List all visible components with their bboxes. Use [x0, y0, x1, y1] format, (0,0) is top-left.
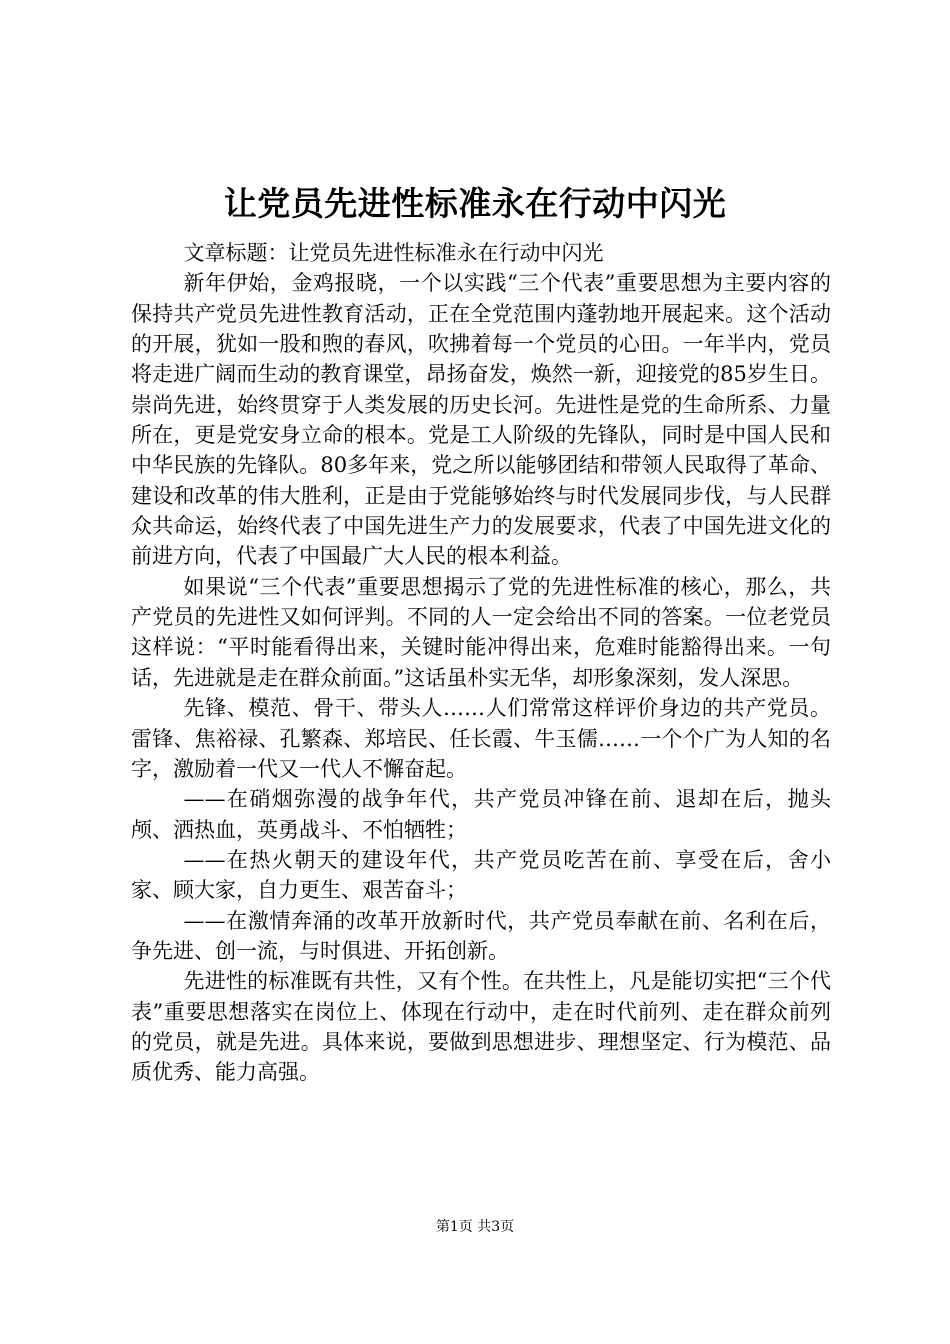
- paragraph-article-heading: 文章标题：让党员先进性标准永在行动中闪光: [183, 241, 604, 265]
- document-body: [131, 238, 831, 1088]
- paragraph-3: 先锋、模范、骨干、带头人……人们常常这样评价身边的共产党员。雷锋、焦裕禄、孔繁森、郑培民、任长霞、牛玉儒……一个个广为人知的名字，激励着一代又一代人不懈奋起。: [131, 696, 831, 781]
- page-footer: 第1页 共3页: [435, 1219, 515, 1235]
- paragraph-2: 如果说“三个代表”重要思想揭示了党的先进性标准的核心，那么，共产党员的先进性又如何评判。不同的人一定会给出不同的答案。一位老党员这样说：“平时能看得出来，关键时能冲得出来，危难时能豁得出来。一句话，先进就是走在群众前面。”这话虽朴实无华，却形象深刻，发人深思。: [131, 574, 831, 690]
- paragraph-6: ——在激情奔涌的改革开放新时代，共产党员奉献在前、名利在后，争先进、创一流，与时俱进、开拓创新。: [131, 908, 831, 963]
- paragraph-7: 先进性的标准既有共性，又有个性。在共性上，凡是能切实把“三个代表”重要思想落实在岗位上、体现在行动中，走在时代前列、走在群众前列的党员，就是先进。具体来说，要做到思想进步、理想坚定、行为模范、品质优秀、能力高强。: [131, 969, 831, 1085]
- paragraph-4: ——在硝烟弥漫的战争年代，共产党员冲锋在前、退却在后，抛头颅、洒热血，英勇战斗、不怕牺牲；: [131, 787, 831, 842]
- paragraph-1: 新年伊始，金鸡报晓，一个以实践“三个代表”重要思想为主要内容的保持共产党员先进性教育活动，正在全党范围内蓬勃地开展起来。这个活动的开展，犹如一股和煦的春风，吹拂着每一个党员的心田。一年半内，党员将走进广阔而生动的教育课堂，昂扬奋发，焕然一新，迎接党的85岁生日。崇尚先进，始终贯穿于人类发展的历史长河。先进性是党的生命所系、力量所在，更是党安身立命的根本。党是工人阶级的先锋队，同时是中国人民和中华民族的先锋队。80多年来，党之所以能够团结和带领人民取得了革命、建设和改革的伟大胜利，正是由于党能够始终与时代发展同步伐，与人民群众共命运，始终代表了中国先进生产力的发展要求，代表了中国先进文化的前进方向，代表了中国最广大人民的根本利益。: [131, 271, 831, 569]
- paragraph-5: ——在热火朝天的建设年代，共产党员吃苦在前、享受在后，舍小家、顾大家，自力更生、艰苦奋斗；: [131, 847, 831, 903]
- document-title: 让党员先进性标准永在行动中闪光: [223, 184, 727, 223]
